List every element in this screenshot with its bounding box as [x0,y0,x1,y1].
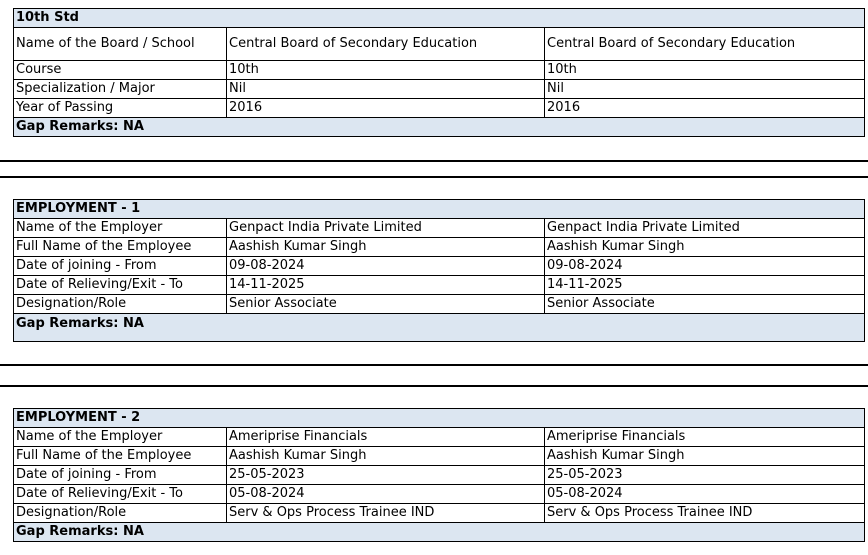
employment-2-table [13,408,865,542]
claimed-value: 14-11-2025 [227,276,545,295]
table-row [14,238,865,257]
table-row [14,276,865,295]
field-label: Date of joining - From [14,257,227,276]
claimed-value: Aashish Kumar Singh [227,447,545,466]
verified-value: 2016 [545,99,865,118]
section-divider [0,176,868,178]
field-label: Course [14,61,227,80]
table-row [14,61,865,80]
field-label: Year of Passing [14,99,227,118]
verified-value: Nil [545,80,865,99]
table-row [14,99,865,118]
verified-value: Ameriprise Financials [545,428,865,447]
gap-remarks: Gap Remarks: NA [14,314,865,342]
claimed-value: Ameriprise Financials [227,428,545,447]
claimed-value: 25-05-2023 [227,466,545,485]
table-row [14,219,865,238]
verified-value: Serv & Ops Process Trainee IND [545,504,865,523]
claimed-value: Serv & Ops Process Trainee IND [227,504,545,523]
gap-remarks: Gap Remarks: NA [14,118,865,137]
section-divider [0,160,868,162]
verified-value: Aashish Kumar Singh [545,238,865,257]
field-label: Date of Relieving/Exit - To [14,485,227,504]
table-row [14,466,865,485]
claimed-value: Aashish Kumar Singh [227,238,545,257]
remarks-row [14,118,865,137]
claimed-value: Genpact India Private Limited [227,219,545,238]
section-heading-row [14,200,865,219]
claimed-value: 05-08-2024 [227,485,545,504]
section-heading: 10th Std [14,9,865,28]
field-label: Full Name of the Employee [14,238,227,257]
section-heading: EMPLOYMENT - 1 [14,200,865,219]
field-label: Date of Relieving/Exit - To [14,276,227,295]
claimed-value: 2016 [227,99,545,118]
field-label: Designation/Role [14,295,227,314]
section-divider [0,385,868,387]
field-label: Name of the Employer [14,428,227,447]
section-heading-row [14,409,865,428]
verified-value: 05-08-2024 [545,485,865,504]
claimed-value: Central Board of Secondary Education [227,28,545,61]
employment-2-section [13,408,864,542]
table-row [14,295,865,314]
verified-value: Senior Associate [545,295,865,314]
verified-value: 25-05-2023 [545,466,865,485]
verified-value: Central Board of Secondary Education [545,28,865,61]
table-row [14,447,865,466]
employment-1-table [13,199,865,342]
remarks-row [14,314,865,342]
employment-1-section [13,199,864,342]
field-label: Full Name of the Employee [14,447,227,466]
field-label: Specialization / Major [14,80,227,99]
table-row [14,257,865,276]
gap-remarks: Gap Remarks: NA [14,523,865,542]
remarks-row [14,523,865,542]
education-table [13,8,865,137]
section-heading-row [14,9,865,28]
table-row [14,28,865,61]
verified-value: 09-08-2024 [545,257,865,276]
table-row [14,80,865,99]
field-label: Name of the Employer [14,219,227,238]
table-row [14,504,865,523]
claimed-value: Senior Associate [227,295,545,314]
field-label: Name of the Board / School [14,28,227,61]
section-divider [0,364,868,366]
claimed-value: Nil [227,80,545,99]
verified-value: 14-11-2025 [545,276,865,295]
claimed-value: 10th [227,61,545,80]
section-heading: EMPLOYMENT - 2 [14,409,865,428]
table-row [14,428,865,447]
verified-value: Aashish Kumar Singh [545,447,865,466]
claimed-value: 09-08-2024 [227,257,545,276]
verified-value: Genpact India Private Limited [545,219,865,238]
field-label: Date of joining - From [14,466,227,485]
table-row [14,485,865,504]
education-section [13,8,864,137]
field-label: Designation/Role [14,504,227,523]
verified-value: 10th [545,61,865,80]
